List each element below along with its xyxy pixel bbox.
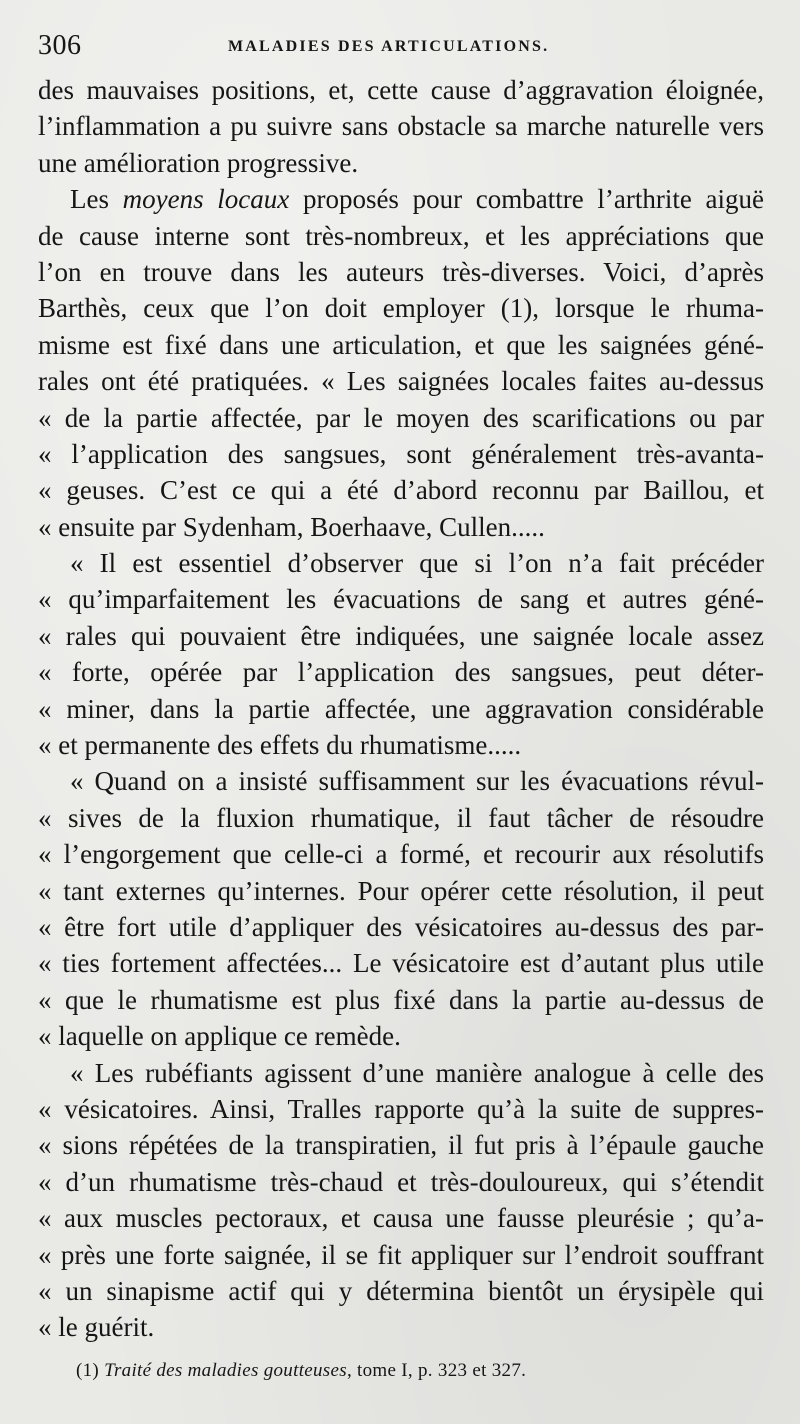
text-line: « l’application des sangsues, sont généralement très-avanta-: [38, 438, 764, 469]
text-line: « miner, dans la partie affectée, une aggravation considérable: [38, 693, 764, 724]
text-line: « d’un rhumatisme très-chaud et très-douloureux, qui s’étendit: [38, 1166, 764, 1197]
text-line: « sives de la fluxion rhumatique, il faut tâcher de résoudre: [38, 802, 764, 833]
text-line: « l’engorgement que celle-ci a formé, et recourir aux résolutifs: [38, 839, 764, 870]
emphasized-phrase: moyens locaux: [122, 184, 290, 215]
text-line: l’on en trouve dans les auteurs très-diverses. Voici, d’après: [38, 256, 764, 287]
text-line: « sions répétées de la transpiratien, il fut pris à l’épaule gauche: [38, 1130, 764, 1161]
text-line: « laquelle on applique ce remède.: [38, 1021, 401, 1052]
text-line: « un sinapisme actif qui y détermina bientôt un érysipèle qui: [38, 1275, 764, 1306]
text-line: « et permanente des effets du rhumatisme.....: [38, 730, 522, 761]
page-header: [38, 30, 763, 66]
running-head: MALADIES DES ARTICULATIONS.: [228, 38, 550, 55]
footnote: [76, 1360, 526, 1382]
text-line: « tant externes qu’internes. Pour opérer cette résolution, il peut: [38, 875, 764, 906]
text-line: « Quand on a insisté suffisamment sur les évacuations révul-: [70, 766, 764, 797]
text-line: « qu’imparfaitement les évacuations de sang et autres géné-: [38, 584, 764, 615]
footnote-marker: (1): [76, 1360, 100, 1381]
text-line: « Les rubéfiants agissent d’une manière analogue à celle des: [70, 1057, 764, 1088]
text-line: misme est fixé dans une articulation, et que les saignées géné-: [38, 329, 764, 360]
body-text: [38, 72, 764, 1346]
text-line: Barthès, ceux que l’on doit employer (1), lorsque le rhuma-: [38, 293, 764, 324]
text-line: « que le rhumatisme est plus fixé dans la partie au-dessus de: [38, 984, 764, 1015]
text-line: de cause interne sont très-nombreux, et les appréciations que: [38, 220, 764, 251]
text-line: « vésicatoires. Ainsi, Tralles rapporte qu’à la suite de suppres-: [38, 1093, 764, 1124]
text-line: « geuses. C’est ce qui a été d’abord reconnu par Baillou, et: [38, 475, 764, 506]
text-line: « aux muscles pectoraux, et causa une fausse pleurésie ; qu’a-: [38, 1203, 764, 1234]
page-number: 306: [38, 30, 82, 61]
line-segment: Les moyens locaux proposés pour combattre l’arthrite aiguë: [70, 184, 764, 215]
footnote-title: Traité des maladies goutteuses: [104, 1360, 347, 1381]
text-line: « ensuite par Sydenham, Boerhaave, Cullen.....: [38, 511, 545, 542]
text-line: « Il est essentiel d’observer que si l’on n’a fait précéder: [70, 548, 764, 579]
text-line: « le guérit.: [38, 1312, 155, 1343]
text-line: « forte, opérée par l’application des sangsues, peut déter-: [38, 657, 764, 688]
text-line: « ties fortement affectées... Le vésicatoire est d’autant plus utile: [38, 948, 764, 979]
text-line: l’inflammation a pu suivre sans obstacle sa marche naturelle vers: [38, 111, 764, 142]
text-line: « de la partie affectée, par le moyen des scarifications ou par: [38, 402, 764, 433]
text-line: « rales qui pouvaient être indiquées, une saignée locale assez: [38, 620, 764, 651]
text-line: une amélioration progressive.: [38, 147, 359, 178]
text-line: « être fort utile d’appliquer des vésicatoires au-dessus des par-: [38, 911, 764, 942]
text-line: rales ont été pratiquées. « Les saignées locales faites au-dessus: [38, 366, 764, 397]
text-line: « près une forte saignée, il se fit appliquer sur l’endroit souffrant: [38, 1239, 764, 1270]
text-line: [38, 181, 764, 217]
footnote-reference: , tome I, p. 323 et 327.: [346, 1360, 527, 1381]
text-line: des mauvaises positions, et, cette cause d’aggravation éloignée,: [38, 75, 764, 105]
